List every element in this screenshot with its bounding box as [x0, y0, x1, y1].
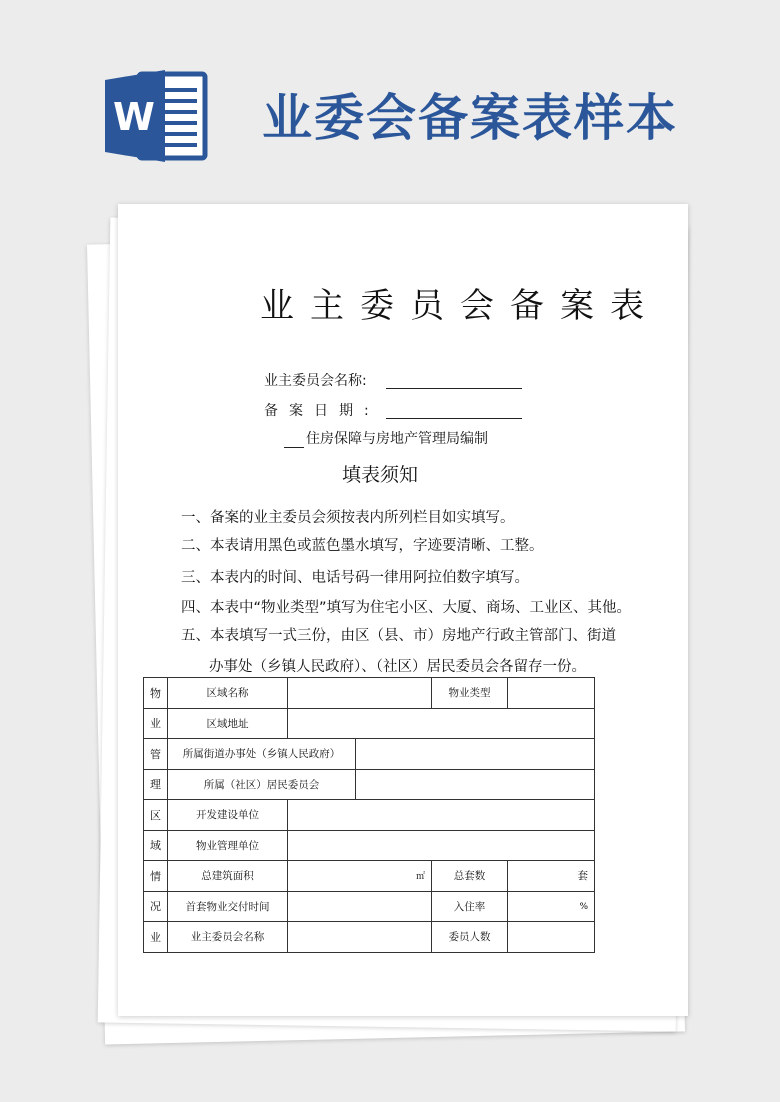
management-label: 物业管理单位: [168, 830, 288, 861]
filing-date-blank: [386, 418, 522, 419]
document-title: 业主委员会备案表: [260, 286, 660, 326]
committee-name-cell-label: 业主委员会名称: [168, 922, 288, 953]
side-label-char: 业: [144, 708, 168, 739]
area-name-label: 区域名称: [168, 678, 288, 709]
rule-item: 四、本表中“物业类型”填写为住宅小区、大厦、商场、工业区、其他。: [181, 600, 632, 616]
total-area-input[interactable]: [288, 861, 432, 892]
total-units-input[interactable]: [508, 861, 595, 892]
units-unit: 套: [577, 870, 588, 883]
table-row: [144, 678, 595, 709]
table-row: [144, 830, 595, 861]
side-label-char: 况: [144, 891, 168, 922]
side-label-char: 域: [144, 830, 168, 861]
occupancy-label: 入住率: [432, 891, 508, 922]
rule-item-continued: 办事处（乡镇人民政府）、（社区）居民委员会各留存一份。: [209, 659, 586, 675]
street-office-label: 所属街道办事处（乡镇人民政府）: [168, 739, 356, 770]
notice-title: 填表须知: [342, 464, 419, 486]
developer-label: 开发建设单位: [168, 800, 288, 831]
table-row: [144, 861, 595, 892]
side-label-char: 理: [144, 769, 168, 800]
total-area-label: 总建筑面积: [168, 861, 288, 892]
info-table: [143, 677, 595, 953]
member-count-input[interactable]: [508, 922, 595, 953]
total-units-label: 总套数: [432, 861, 508, 892]
rule-item: 三、本表内的时间、电话号码一律用阿拉伯数字填写。: [181, 570, 529, 586]
member-count-label: 委员人数: [432, 922, 508, 953]
side-label-char: 管: [144, 739, 168, 770]
committee-name-label: 业主委员会名称:: [264, 373, 367, 389]
side-label-char: 业: [144, 922, 168, 953]
banner-title: 业委会备案表样本: [262, 89, 678, 147]
table-row: [144, 922, 595, 953]
issuer-blank: [284, 435, 304, 448]
rule-item: 一、备案的业主委员会须按表内所列栏目如实填写。: [181, 510, 515, 526]
property-type-input[interactable]: [508, 678, 595, 709]
table-row: [144, 800, 595, 831]
first-delivery-input[interactable]: [288, 891, 432, 922]
issuer-line: [284, 428, 488, 448]
rule-item: 二、本表请用黑色或蓝色墨水填写，字迹要清晰、工整。: [181, 538, 544, 554]
filing-date-label: 备案日期:: [264, 403, 380, 419]
area-unit: ㎡: [415, 872, 425, 883]
committee-name-blank: [386, 388, 522, 389]
side-label-char: 区: [144, 800, 168, 831]
management-input[interactable]: [288, 830, 595, 861]
area-name-input[interactable]: [288, 678, 432, 709]
issuer-text: 住房保障与房地产管理局编制: [306, 431, 488, 447]
table-row: [144, 708, 595, 739]
pct-unit: %: [579, 902, 588, 913]
rule-item: 五、本表填写一式三份，由区（县、市）房地产行政主管部门、街道: [181, 628, 616, 644]
table-row: [144, 769, 595, 800]
word-icon: [105, 68, 209, 164]
developer-input[interactable]: [288, 800, 595, 831]
community-label: 所属（社区）居民委员会: [168, 769, 356, 800]
property-type-label: 物业类型: [432, 678, 508, 709]
street-office-input[interactable]: [356, 739, 595, 770]
banner: [0, 0, 780, 190]
area-address-input[interactable]: [288, 708, 595, 739]
table-row: [144, 739, 595, 770]
document-page: [118, 204, 688, 1016]
area-address-label: 区域地址: [168, 708, 288, 739]
community-input[interactable]: [356, 769, 595, 800]
side-label-char: 情: [144, 861, 168, 892]
word-icon-letter: W: [113, 95, 155, 139]
occupancy-input[interactable]: [508, 891, 595, 922]
side-label-char: 物: [144, 678, 168, 709]
first-delivery-label: 首套物业交付时间: [168, 891, 288, 922]
committee-name-input[interactable]: [288, 922, 432, 953]
table-row: [144, 891, 595, 922]
